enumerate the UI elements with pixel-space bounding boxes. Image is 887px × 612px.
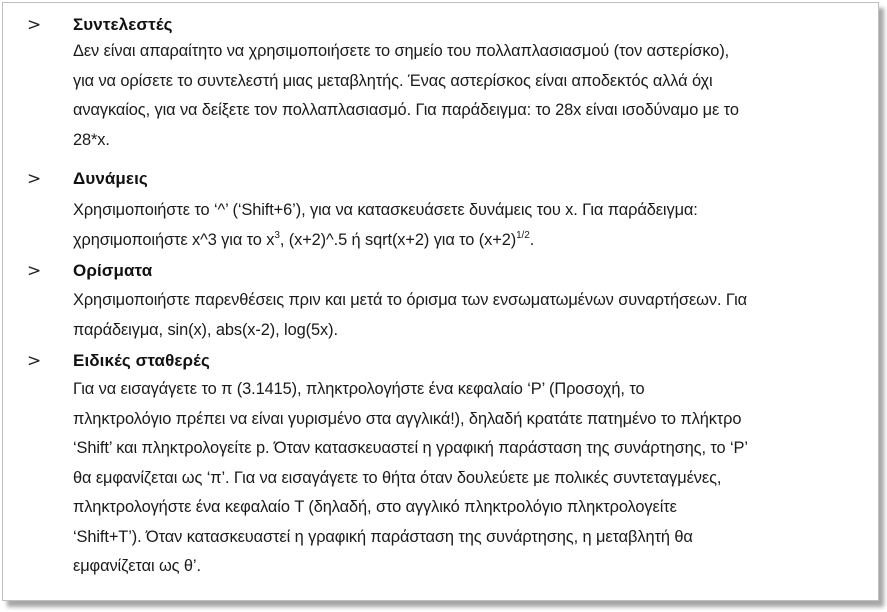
- bullet-marker: >: [27, 261, 42, 281]
- section-body: [73, 37, 863, 155]
- body-line: Για να εισαγάγετε το π (3.1415), πληκτρολογήστε ένα κεφαλαίο ‘P’ (Προσοχή, το: [73, 380, 645, 398]
- section-body: [73, 375, 863, 582]
- body-line: 28*x.: [73, 130, 110, 149]
- section-heading: Ειδικές σταθερές: [73, 351, 210, 370]
- body-line: για να ορίσετε το συντελεστή μιας μεταβλητής. Ένας αστερίσκος είναι αποδεκτός αλλά όχι: [73, 71, 713, 90]
- section-heading: Ορίσματα: [73, 261, 153, 280]
- body-line: εμφανίζεται ως θ’.: [73, 557, 201, 575]
- body-line: παράδειγμα, sin(x), abs(x-2), log(5x).: [73, 320, 338, 339]
- superscript: 1/2: [516, 229, 530, 241]
- text-run: .: [529, 230, 535, 249]
- body-line-with-exponents: [73, 226, 863, 256]
- body-line: ‘Shift’ και πληκτρολογείτε p. Όταν κατασκευαστεί η γραφική παράσταση της συνάρτησης, το ‘P’: [73, 439, 748, 457]
- bullet-marker: >: [27, 351, 42, 371]
- body-line: Χρησιμοποιήστε παρενθέσεις πριν και μετά το όρισμα των ενσωματωμένων συναρτήσεων. Για: [73, 291, 748, 309]
- body-line: πληκτρολογήστε ένα κεφαλαίο T (δηλαδή, στο αγγλικό πληκτρολόγιο πληκτρολογείτε: [73, 498, 677, 516]
- body-line: Χρησιμοποιήστε το ‘^’ (‘Shift+6’), για να κατασκευάσετε δυνάμεις του x. Για παράδειγμα:: [73, 201, 698, 219]
- bullet-marker: >: [27, 15, 42, 35]
- text-run: χρησιμοποιήστε x^3 για το x: [73, 230, 275, 249]
- section-body: [73, 286, 863, 345]
- body-line: πληκτρολόγιο πρέπει να είναι γυρισμένο στα αγγλικά!), δηλαδή κρατάτε πατημένο το πλήκτρο: [73, 409, 742, 428]
- section-heading: Συντελεστές: [73, 15, 173, 34]
- section-body: [73, 196, 863, 255]
- body-line: Δεν είναι απαραίτητο να χρησιμοποιήσετε το σημείο του πολλαπλασιασμού (τον αστερίσκο),: [73, 42, 730, 60]
- text-run: , (x+2)^.5 ή sqrt(x+2) για το (x+2): [279, 230, 517, 249]
- bullet-marker: >: [27, 169, 42, 189]
- body-line: αναγκαίος, για να δείξετε τον πολλαπλασιασμό. Για παράδειγμα: το 28x είναι ισοδύναμο με το: [73, 101, 739, 119]
- section-heading: Δυνάμεις: [73, 169, 148, 188]
- superscript: 3: [274, 229, 280, 241]
- help-panel: [2, 2, 879, 601]
- body-line: θα εμφανίζεται ως ‘π’. Για να εισαγάγετε το θήτα όταν δουλεύετε με πολικές συντεταγμένες,: [73, 468, 722, 487]
- body-line: ‘Shift+T’). Όταν κατασκευαστεί η γραφική παράσταση της συνάρτησης, η μεταβλητή θα: [73, 527, 693, 546]
